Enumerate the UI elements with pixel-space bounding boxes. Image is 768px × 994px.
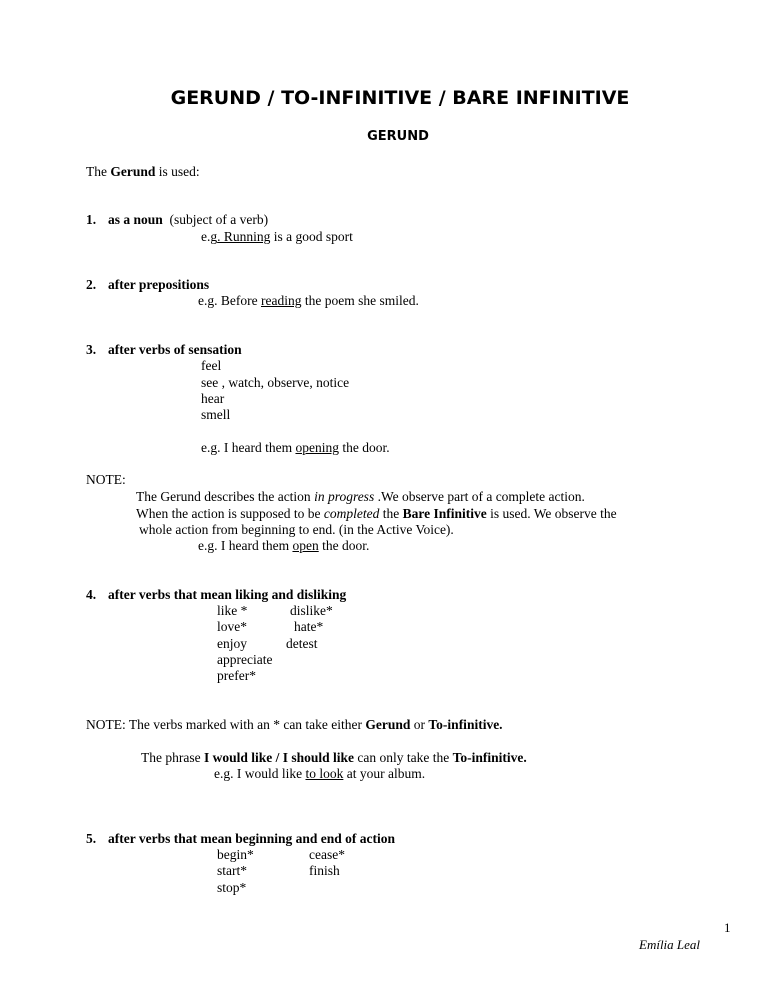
note-italic: completed — [323, 506, 380, 521]
section-3-example — [201, 440, 390, 456]
note-2-example — [214, 766, 425, 782]
note-text: The phrase — [141, 750, 204, 765]
verb-item: start* — [217, 863, 247, 878]
section-heading: as a noun — [108, 212, 163, 227]
section-4-heading — [86, 587, 346, 603]
note-bold: Bare Infinitive — [402, 506, 487, 521]
section-heading: after verbs that mean liking and disliking — [108, 587, 347, 602]
section-number: 2. — [86, 277, 97, 292]
page-number: 1 — [724, 920, 731, 935]
verb-item: like * — [217, 603, 248, 618]
example-text: e.g. Before — [198, 293, 261, 308]
section-3-heading — [86, 342, 242, 358]
section-number: 1. — [86, 212, 97, 227]
intro-bold: Gerund — [110, 164, 156, 179]
page-title: GERUND / TO-INFINITIVE / BARE INFINITIVE — [170, 87, 630, 109]
verb-item: finish — [309, 863, 340, 878]
section-number: 4. — [86, 587, 97, 602]
section-1-heading — [86, 212, 268, 228]
section-number: 5. — [86, 831, 97, 846]
example-text-end: is a good sport — [270, 229, 353, 244]
example-text: e.g — [201, 229, 218, 244]
note-line-1 — [136, 489, 585, 505]
example-underlined: opening — [295, 440, 339, 455]
example-text-end: the poem she smiled. — [301, 293, 419, 308]
example-text-end: the door. — [318, 538, 370, 553]
section-heading: after verbs that mean beginning and end of action — [108, 831, 396, 846]
section-note: (subject of a verb) — [169, 212, 269, 227]
example-text: e.g. I heard them — [201, 440, 296, 455]
verb-item: hear — [201, 391, 225, 406]
example-underlined: open — [292, 538, 319, 553]
note-text: When the action is supposed to be — [136, 506, 324, 521]
note-bold: I would like / I should like — [203, 750, 355, 765]
note-text: is used. We observe the — [486, 506, 617, 521]
note-text: the — [379, 506, 403, 521]
example-underlined: to look — [305, 766, 344, 781]
verb-item: detest — [286, 636, 318, 651]
note-example — [198, 538, 369, 554]
verb-item: begin* — [217, 847, 254, 862]
note-bold: To-infinitive. — [428, 717, 503, 732]
author-name: Emília Leal — [639, 937, 701, 952]
note-italic: in progress — [314, 489, 375, 504]
verb-item: cease* — [309, 847, 345, 862]
verb-item: dislike* — [290, 603, 333, 618]
intro-text-end: is used: — [155, 164, 200, 179]
note-text: .We observe part of a complete action. — [374, 489, 585, 504]
example-text: e.g. I heard them — [198, 538, 293, 553]
example-underlined: reading — [260, 293, 302, 308]
note-label: NOTE: — [86, 472, 126, 487]
note-2-line-2 — [141, 750, 527, 766]
verb-item: stop* — [217, 880, 247, 895]
note-bold: Gerund — [365, 717, 411, 732]
verb-item: love* — [217, 619, 247, 634]
verb-item: smell — [201, 407, 231, 422]
example-text-end: at your album. — [343, 766, 426, 781]
verb-item: prefer* — [217, 668, 256, 683]
example-text: e.g. I would like — [214, 766, 306, 781]
note-bold: To-infinitive. — [452, 750, 527, 765]
section-number: 3. — [86, 342, 97, 357]
section-2-example — [198, 293, 419, 309]
note-text: can only take the — [354, 750, 453, 765]
example-text-end: the door. — [338, 440, 390, 455]
verb-item: hate* — [294, 619, 324, 634]
verb-item: appreciate — [217, 652, 273, 667]
section-heading: after prepositions — [108, 277, 210, 292]
note-line-2 — [136, 506, 617, 522]
intro-line — [86, 164, 200, 180]
section-1-example — [201, 229, 353, 245]
section-heading: after verbs of sensation — [108, 342, 242, 357]
intro-text: The — [86, 164, 111, 179]
note-text: NOTE: The verbs marked with an * can take either — [86, 717, 366, 732]
note-line-3: whole action from beginning to end. (in the Active Voice). — [139, 522, 454, 537]
section-2-heading — [86, 277, 209, 293]
verb-item: enjoy — [217, 636, 247, 651]
example-underlined: . Running — [217, 229, 271, 244]
verb-item: feel — [201, 358, 222, 373]
note-2-line-1 — [86, 717, 503, 733]
note-text: or — [410, 717, 429, 732]
section-title: GERUND — [367, 129, 429, 144]
verb-item: see , watch, observe, notice — [201, 375, 350, 390]
section-5-heading — [86, 831, 395, 847]
note-text: The Gerund describes the action — [136, 489, 315, 504]
